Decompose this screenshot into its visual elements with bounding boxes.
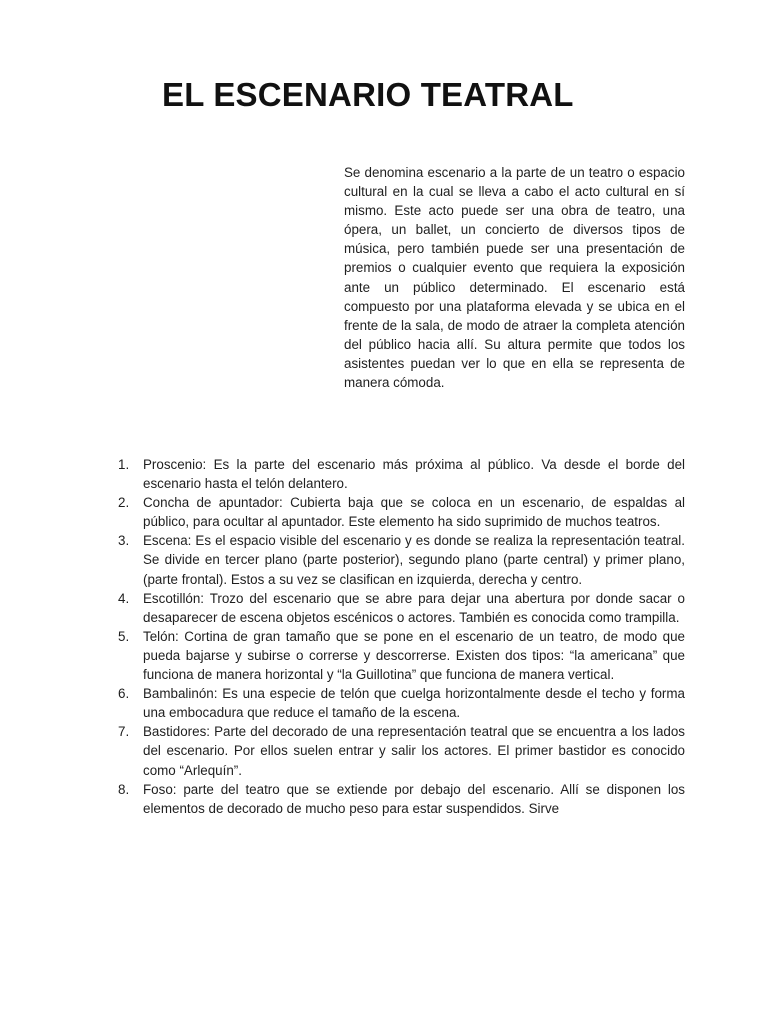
list-item-text: Escena: Es el espacio visible del escenario y es donde se realiza la representación teatral. Se divide en tercer plano (parte posterior), segundo plano (parte central) y primer plano, (parte frontal). Estos a su vez se clasifican en izquierda, derecha y centro. [143,533,685,587]
list-item-text: Bastidores: Parte del decorado de una representación teatral que se encuentra a los lados del escenario. Por ellos suelen entrar y salir los actores. El primer bastidor es conocido como “Arlequín”. [143,724,685,778]
list-item-text: Escotillón: Trozo del escenario que se abre para dejar una abertura por donde sacar o desaparecer de escena objetos escénicos o actores. También es conocida como trampilla. [143,590,685,625]
list-item-number: 4. [118,590,130,606]
numbered-list [118,455,685,818]
list-item-text: Foso: parte del teatro que se extiende por debajo del escenario. Allí se disponen los elementos de decorado de mucho peso para estar suspendidos. Sirve [143,781,685,816]
list-item [118,627,685,684]
list-item-text: Bambalinón: Es una especie de telón que cuelga horizontalmente desde el techo y forma una embocadura que reduce el tamaño de la escena. [143,686,685,721]
list-item-number: 7. [118,724,130,740]
page-title: EL ESCENARIO TEATRAL [162,76,574,113]
list-item [118,684,685,722]
list-item [118,589,685,627]
list-item [118,531,685,588]
list-item-text: Proscenio: Es la parte del escenario más próxima al público. Va desde el borde del escenario hasta el telón delantero. [143,457,685,492]
list-item-number: 2. [118,495,130,511]
list-item-number: 5. [118,628,130,644]
list-item-number: 3. [118,533,130,549]
list-item [118,780,685,818]
list-item-text: Concha de apuntador: Cubierta baja que se coloca en un escenario, de espaldas al público, para ocultar al apuntador. Este elemento ha sido suprimido de muchos teatros. [143,495,685,530]
list-item [118,455,685,493]
list-item [118,493,685,531]
list-item-number: 8. [118,781,130,797]
intro-paragraph: Se denomina escenario a la parte de un teatro o espacio cultural en la cual se lleva a cabo el acto cultural en sí mismo. Este acto puede ser una obra de teatro, una ópera, un ballet, un concierto de diversos tipos de música, pero también puede ser una presentación de premios o cualquier evento que requiera la exposición ante un público determinado. El escenario está compuesto por una plataforma elevada y se ubica en el frente de la sala, de modo de atraer la completa atención del público hacia allí. Su altura permite que todos los asistentes puedan ver lo que en ella se representa de manera cómoda. [344,165,685,391]
list-item-number: 1. [118,457,130,472]
list-item-text: Telón: Cortina de gran tamaño que se pone en el escenario de un teatro, de modo que pueda bajarse y subirse o correrse y descorrerse. Existen dos tipos: “la americana” que funciona de manera horizontal y “la Guillotina” que funciona de manera vertical. [143,628,685,683]
list-item-number: 6. [118,686,130,702]
list-item [118,722,685,779]
